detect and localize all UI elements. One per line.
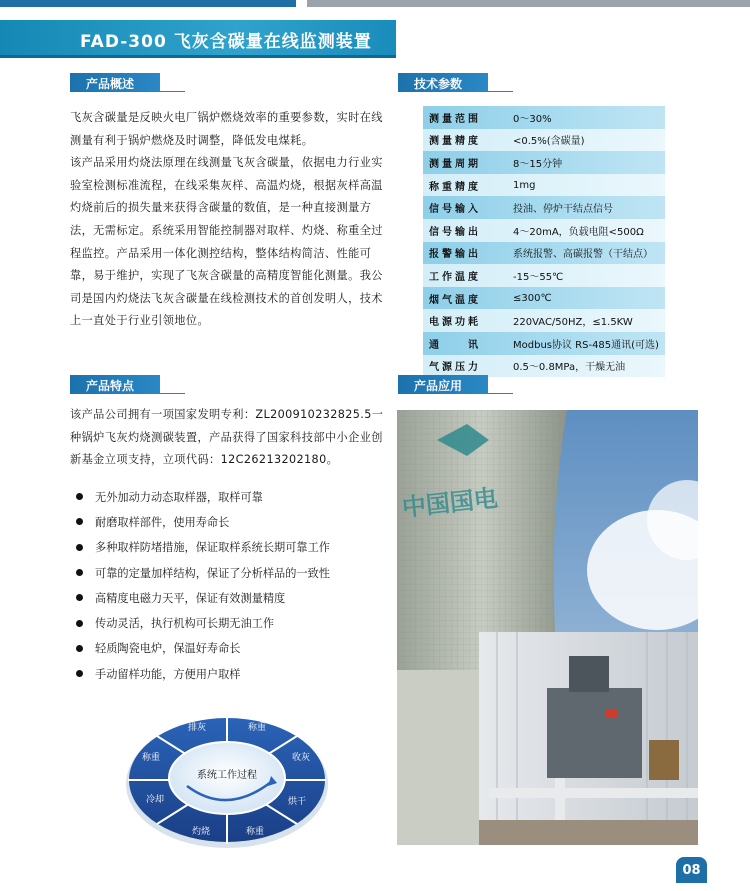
overview-paragraph-1: 飞灰含碳量是反映火电厂锅炉燃烧效率的重要参数，实时在线测量有利于锅炉燃烧及时调整，降低发电煤耗。 — [70, 111, 383, 147]
cycle-step: 冷却 — [145, 795, 165, 805]
feature-text: 轻质陶瓷电炉，保温好寿命长 — [95, 642, 241, 656]
list-item — [76, 535, 396, 560]
cycle-step: 收灰 — [291, 753, 311, 763]
warning-label — [605, 710, 617, 718]
application-tag — [398, 375, 488, 394]
top-bar-right — [307, 0, 750, 7]
spec-label: 气源压力 — [429, 362, 481, 374]
spec-row — [423, 151, 665, 174]
spec-value: 220VAC/50HZ，≤1.5KW — [513, 317, 633, 329]
valve-assembly — [649, 740, 679, 780]
features-intro — [70, 404, 390, 472]
spec-value: 投油、停炉干结点信号 — [513, 204, 613, 216]
spec-value: 1mg — [513, 179, 536, 191]
spec-label: 信号输入 — [429, 204, 481, 216]
bullet-icon — [76, 493, 83, 500]
spec-value: 0.5～0.8MPa，干燥无油 — [513, 362, 626, 374]
analyzer-cabinet — [547, 688, 642, 778]
list-item — [76, 636, 396, 661]
features-tag-line — [160, 393, 185, 394]
overview-tag-line — [160, 91, 185, 92]
cycle-center-label: 系统工作过程 — [197, 770, 257, 781]
bullet-icon — [76, 569, 83, 576]
feature-text: 无外加动力动态取样器，取样可靠 — [95, 490, 263, 504]
spec-row — [423, 287, 665, 310]
application-photo — [397, 410, 698, 845]
spec-row — [423, 264, 665, 287]
feature-text: 耐磨取样部件，使用寿命长 — [95, 515, 230, 529]
cabinet-top-unit — [569, 656, 609, 692]
bullet-icon — [76, 670, 83, 677]
spec-label: 称重精度 — [429, 181, 481, 193]
spec-label: 测量周期 — [429, 158, 481, 170]
spec-row — [423, 196, 665, 219]
features-tag-label: 产品特点 — [86, 379, 135, 393]
spec-value: Modbus协议 RS-485通讯(可选) — [513, 339, 659, 351]
cycle-step: 排灰 — [187, 723, 207, 733]
overview-text — [70, 107, 385, 333]
spec-value: 8～15分钟 — [513, 158, 563, 170]
spec-row — [423, 129, 665, 152]
feature-text: 手动留样功能，方便用户取样 — [95, 667, 241, 681]
feature-text: 可靠的定量加样结构，保证了分析样品的一致性 — [95, 566, 330, 580]
pipe — [489, 788, 698, 798]
spec-row — [423, 332, 665, 355]
features-list — [76, 484, 396, 686]
list-item — [76, 585, 396, 610]
bullet-icon — [76, 544, 83, 551]
features-tag — [70, 375, 160, 394]
list-item — [76, 509, 396, 534]
application-tag-label: 产品应用 — [414, 379, 463, 393]
list-item — [76, 484, 396, 509]
page-title: FAD-300 飞灰含碳量在线监测装置 — [80, 32, 372, 52]
spec-row — [423, 242, 665, 265]
specs-tag-line — [488, 91, 513, 92]
spec-row — [423, 355, 665, 378]
list-item — [76, 560, 396, 585]
spec-label: 电源功耗 — [429, 317, 481, 329]
features-intro-text: 该产品公司拥有一项国家发明专利：ZL200910232825.5一种锅炉飞灰灼烧测碳装置，产品获得了国家科技部中小企业创新基金立项支持，立项代码：12C26213202180。 — [70, 408, 384, 467]
spec-row — [423, 174, 665, 197]
spec-value: 4～20mA，负载电阻<500Ω — [513, 226, 644, 238]
cycle-step: 烘干 — [287, 797, 307, 807]
spec-row — [423, 309, 665, 332]
spec-value: 0～30% — [513, 113, 552, 125]
spec-label: 测量范围 — [429, 113, 481, 125]
bullet-icon — [76, 594, 83, 601]
bullet-icon — [76, 645, 83, 652]
top-bar-left — [0, 0, 296, 7]
spec-row — [423, 219, 665, 242]
cycle-step: 灼烧 — [191, 827, 211, 837]
tower-lettering: 中国国电 — [400, 484, 500, 522]
spec-value: 系统报警、高碳报警（干结点） — [513, 249, 653, 261]
cycle-step: 称重 — [141, 753, 161, 763]
spec-table — [423, 106, 665, 377]
spec-value: <0.5%(含碳量) — [513, 136, 585, 148]
cycle-step: 称重 — [247, 723, 267, 733]
feature-text: 高精度电磁力天平，保证有效测量精度 — [95, 591, 286, 605]
overview-paragraph-2: 该产品采用灼烧法原理在线测量飞灰含碳量，依据电力行业实验室检测标准流程，在线采集灰样、高温灼烧，根据灰样高温灼烧前后的损失量来获得含碳量的数值，是一种直接测量方法，无需标定。系统采用智能控制器对取样、灼烧、称重全过程监控。产品采用一体化测控结构，整体结构简洁、性能可靠，易于维护，实现了飞灰含碳量的高精度智能化测量。我公司是国内灼烧法飞灰含碳量在线检测技术的首创发明人，技术上一直处于行业引领地位。 — [70, 156, 383, 328]
spec-label: 测量精度 — [429, 136, 481, 148]
overview-tag — [70, 73, 160, 92]
overview-tag-label: 产品概述 — [86, 77, 135, 91]
bullet-icon — [76, 518, 83, 525]
feature-text: 传动灵活，执行机构可长期无油工作 — [95, 617, 275, 631]
spec-row — [423, 106, 665, 129]
spec-label: 报警输出 — [429, 249, 481, 261]
bullet-icon — [76, 620, 83, 627]
spec-label: 烟气温度 — [429, 294, 481, 306]
floor — [479, 820, 698, 845]
title-banner — [0, 20, 396, 58]
spec-value: -15～55℃ — [513, 271, 564, 283]
specs-tag — [398, 73, 488, 92]
spec-label: 通 讯 — [429, 339, 481, 351]
page-number: 08 — [676, 857, 707, 883]
list-item — [76, 610, 396, 635]
specs-tag-label: 技术参数 — [414, 77, 463, 91]
work-cycle-diagram — [125, 712, 330, 850]
spec-label: 工作温度 — [429, 271, 481, 283]
spec-label: 信号输出 — [429, 226, 481, 238]
feature-text: 多种取样防堵措施，保证取样系统长期可靠工作 — [95, 541, 330, 555]
spec-value: ≤300℃ — [513, 292, 552, 304]
list-item — [76, 661, 396, 686]
cycle-step: 称重 — [245, 827, 265, 837]
application-tag-line — [488, 393, 513, 394]
